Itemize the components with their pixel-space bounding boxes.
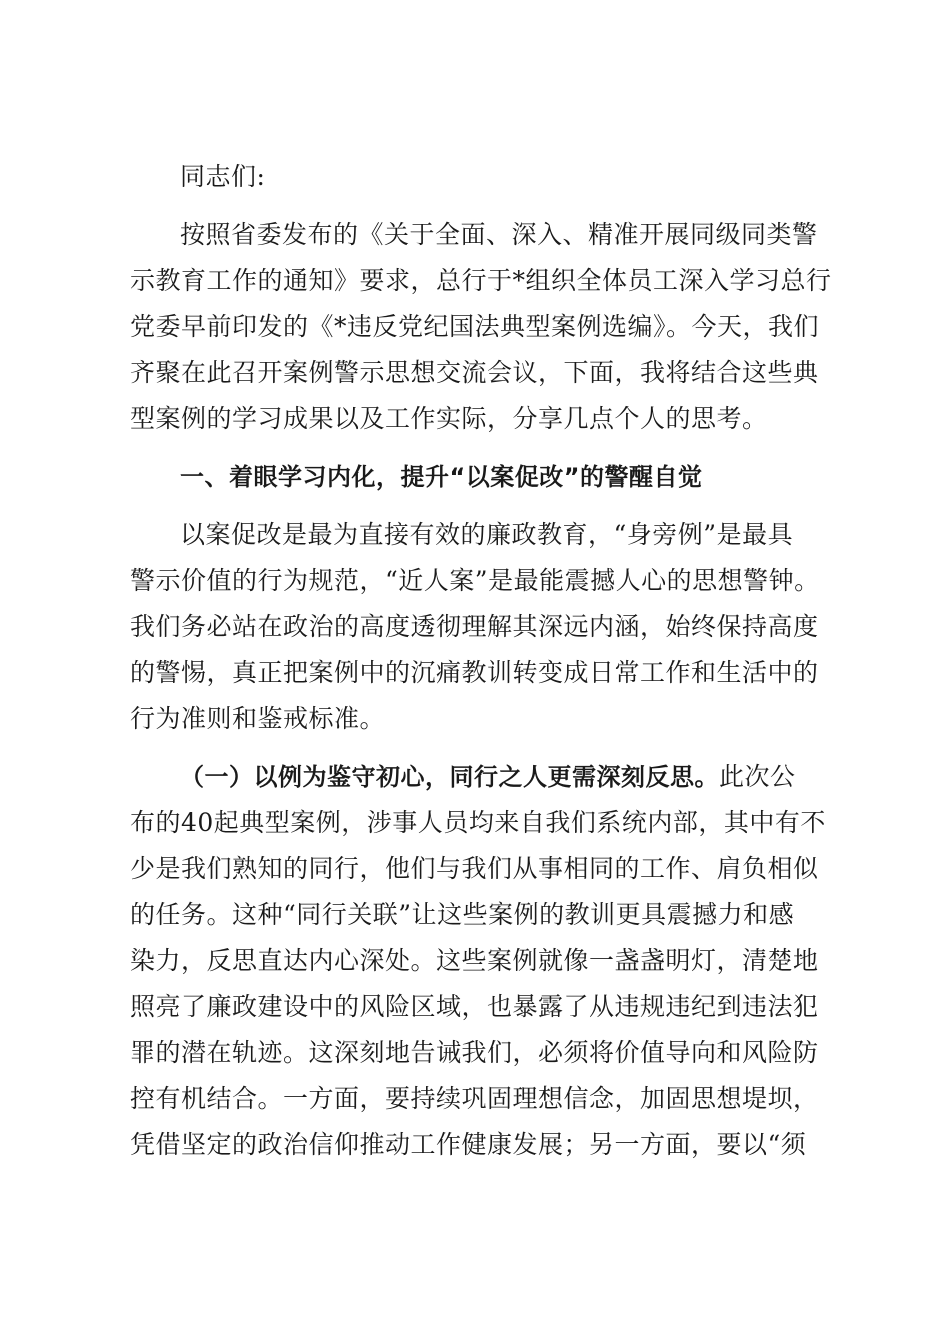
section-paragraph bbox=[130, 512, 830, 742]
intro-paragraph bbox=[130, 212, 830, 442]
subsection-paragraph bbox=[130, 754, 830, 1168]
paragraph-line: 布的40起典型案例，涉事人员均来自我们系统内部，其中有不 bbox=[130, 808, 826, 837]
subsection-first-rest: 此次公 bbox=[719, 762, 796, 791]
document-body bbox=[130, 154, 830, 1168]
paragraph-line: 染力，反思直达内心深处。这些案例就像一盏盏明灯，清楚地 bbox=[130, 946, 819, 975]
subsection-first-line bbox=[130, 754, 830, 800]
paragraph-line: 行为准则和鉴戒标准。 bbox=[130, 704, 386, 733]
paragraph-line: 控有机结合。一方面，要持续巩固理想信念，加固思想堤坝， bbox=[130, 1084, 819, 1113]
paragraph-line: 凭借坚定的政治信仰推动工作健康发展；另一方面，要以“须 bbox=[130, 1130, 807, 1159]
paragraph-line: 示教育工作的通知》要求，总行于*组织全体员工深入学习总行 bbox=[130, 266, 832, 295]
paragraph-line: 罪的潜在轨迹。这深刻地告诫我们，必须将价值导向和风险防 bbox=[130, 1038, 819, 1067]
paragraph-line: 照亮了廉政建设中的风险区域，也暴露了从违规违纪到违法犯 bbox=[130, 992, 819, 1021]
paragraph-line: 的任务。这种“同行关联”让这些案例的教训更具震撼力和感 bbox=[130, 900, 795, 929]
paragraph-line: 警示价值的行为规范，“近人案”是最能震撼人心的思想警钟。 bbox=[130, 566, 820, 595]
section-heading: 一、着眼学习内化，提升“以案促改”的警醒自觉 bbox=[180, 463, 703, 491]
paragraph-line: 以案促改是最为直接有效的廉政教育，“身旁例”是最具 bbox=[180, 520, 794, 549]
paragraph-line: 党委早前印发的《*违反党纪国法典型案例选编》。今天，我们 bbox=[130, 312, 820, 341]
paragraph-line: 我们务必站在政治的高度透彻理解其深远内涵，始终保持高度 bbox=[130, 612, 819, 641]
paragraph-line: 少是我们熟知的同行，他们与我们从事相同的工作、肩负相似 bbox=[130, 854, 819, 883]
paragraph-line: 的警惕，真正把案例中的沉痛教训转变成日常工作和生活中的 bbox=[130, 658, 819, 687]
paragraph-line: 型案例的学习成果以及工作实际，分享几点个人的思考。 bbox=[130, 404, 768, 433]
paragraph-line: 按照省委发布的《关于全面、深入、精准开展同级同类警 bbox=[180, 220, 818, 249]
greeting: 同志们: bbox=[180, 162, 266, 191]
subsection-heading: （一）以例为鉴守初心，同行之人更需深刻反思。 bbox=[180, 763, 719, 791]
paragraph-line: 齐聚在此召开案例警示思想交流会议，下面，我将结合这些典 bbox=[130, 358, 819, 387]
